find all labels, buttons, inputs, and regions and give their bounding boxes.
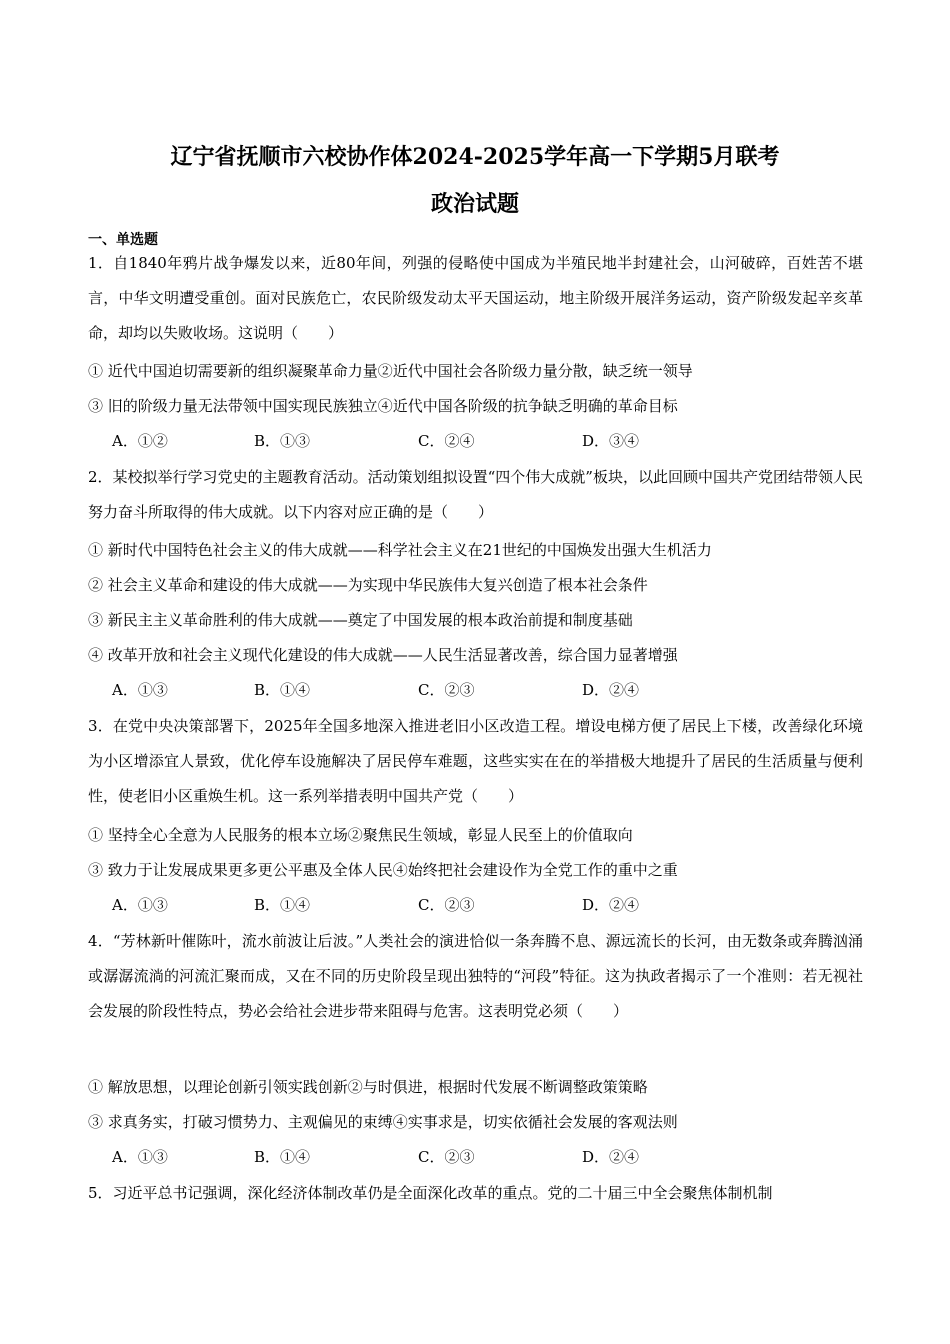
question-2-choice-d[interactable]: D．②④ bbox=[582, 681, 640, 699]
question-4-choice-d[interactable]: D．②④ bbox=[582, 1148, 640, 1166]
question-4-choice-b[interactable]: B．①④ bbox=[254, 1148, 311, 1166]
question-2-option-line-2: ② 社会主义革命和建设的伟大成就——为实现中华民族伟大复兴创造了根本社会条件 bbox=[88, 576, 648, 594]
question-3-choice-d[interactable]: D．②④ bbox=[582, 896, 640, 914]
question-4-choice-a[interactable]: A．①③ bbox=[112, 1148, 168, 1166]
question-1-option-line-2: ③ 旧的阶级力量无法带领中国实现民族独立④近代中国各阶级的抗争缺乏明确的革命目标 bbox=[88, 397, 678, 415]
question-3-choice-b[interactable]: B．①④ bbox=[254, 896, 311, 914]
question-3-option-line-2: ③ 致力于让发展成果更多更公平惠及全体人民④始终把社会建设作为全党工作的重中之重 bbox=[88, 861, 678, 879]
question-2-option-line-1: ① 新时代中国特色社会主义的伟大成就——科学社会主义在21世纪的中国焕发出强大生机活力 bbox=[88, 541, 712, 559]
question-4-choice-c[interactable]: C．②③ bbox=[418, 1148, 475, 1166]
question-4-option-line-2: ③ 求真务实，打破习惯势力、主观偏见的束缚④实事求是，切实依循社会发展的客观法则 bbox=[88, 1113, 678, 1131]
question-3-choice-c[interactable]: C．②③ bbox=[418, 896, 475, 914]
question-1-choice-d[interactable]: D．③④ bbox=[582, 432, 640, 450]
question-1-choice-b[interactable]: B．①③ bbox=[254, 432, 311, 450]
question-2-stem: 2．某校拟举行学习党史的主题教育活动。活动策划组拟设置“四个伟大成就”板块，以此回顾中国共产党团结带领人民努力奋斗所取得的伟大成就。以下内容对应正确的是（ ） bbox=[88, 468, 863, 521]
exam-subtitle: 政治试题 bbox=[430, 191, 519, 217]
question-2-choice-a[interactable]: A．①③ bbox=[112, 681, 168, 699]
question-1-stem: 1．自1840年鸦片战争爆发以来，近80年间，列强的侵略使中国成为半殖民地半封建社会，山河破碎，百姓苦不堪言，中华文明遭受重创。面对民族危亡，农民阶级发动太平天国运动，地主阶级开展洋务运动，资产阶级发起辛亥革命，却均以失败收场。这说明（ ） bbox=[88, 254, 863, 342]
question-1-option-line-1: ① 近代中国迫切需要新的组织凝聚革命力量②近代中国社会各阶级力量分散，缺乏统一领导 bbox=[88, 362, 693, 380]
section-heading: 一、单选题 bbox=[88, 232, 158, 248]
question-1-choice-c[interactable]: C．②④ bbox=[418, 432, 475, 450]
question-2-choice-b[interactable]: B．①④ bbox=[254, 681, 311, 699]
question-3-option-line-1: ① 坚持全心全意为人民服务的根本立场②聚焦民生领域，彰显人民至上的价值取向 bbox=[88, 826, 633, 844]
question-5-stem: 5．习近平总书记强调，深化经济体制改革仍是全面深化改革的重点。党的二十届三中全会聚焦体制机制 bbox=[88, 1184, 773, 1202]
question-4-stem: 4．“芳林新叶催陈叶，流水前波让后波。”人类社会的演进恰似一条奔腾不息、源远流长的长河，由无数条或奔腾汹涌或潺潺流淌的河流汇聚而成，又在不同的历史阶段呈现出独特的“河段”特征。这为执政者揭示了一个准则：若无视社会发展的阶段性特点，势必会给社会进步带来阻碍与危害。这表明党必须（ ） bbox=[88, 932, 863, 1020]
question-2-option-line-4: ④ 改革开放和社会主义现代化建设的伟大成就——人民生活显著改善，综合国力显著增强 bbox=[88, 646, 678, 664]
question-4-option-line-1: ① 解放思想，以理论创新引领实践创新②与时俱进，根据时代发展不断调整政策策略 bbox=[88, 1078, 648, 1096]
question-2-choice-c[interactable]: C．②③ bbox=[418, 681, 475, 699]
question-1-choice-a[interactable]: A．①② bbox=[112, 432, 168, 450]
question-2-option-line-3: ③ 新民主主义革命胜利的伟大成就——奠定了中国发展的根本政治前提和制度基础 bbox=[88, 611, 633, 629]
question-3-stem: 3．在党中央决策部署下，2025年全国多地深入推进老旧小区改造工程。增设电梯方便了居民上下楼，改善绿化环境为小区增添宜人景致，优化停车设施解决了居民停车难题，这些实实在在的举措极大地提升了居民的生活质量与便利性，使老旧小区重焕生机。这一系列举措表明中国共产党（ ） bbox=[88, 717, 863, 805]
question-3-choice-a[interactable]: A．①③ bbox=[112, 896, 168, 914]
exam-title: 辽宁省抚顺市六校协作体2024-2025学年高一下学期5月联考 bbox=[170, 144, 780, 170]
